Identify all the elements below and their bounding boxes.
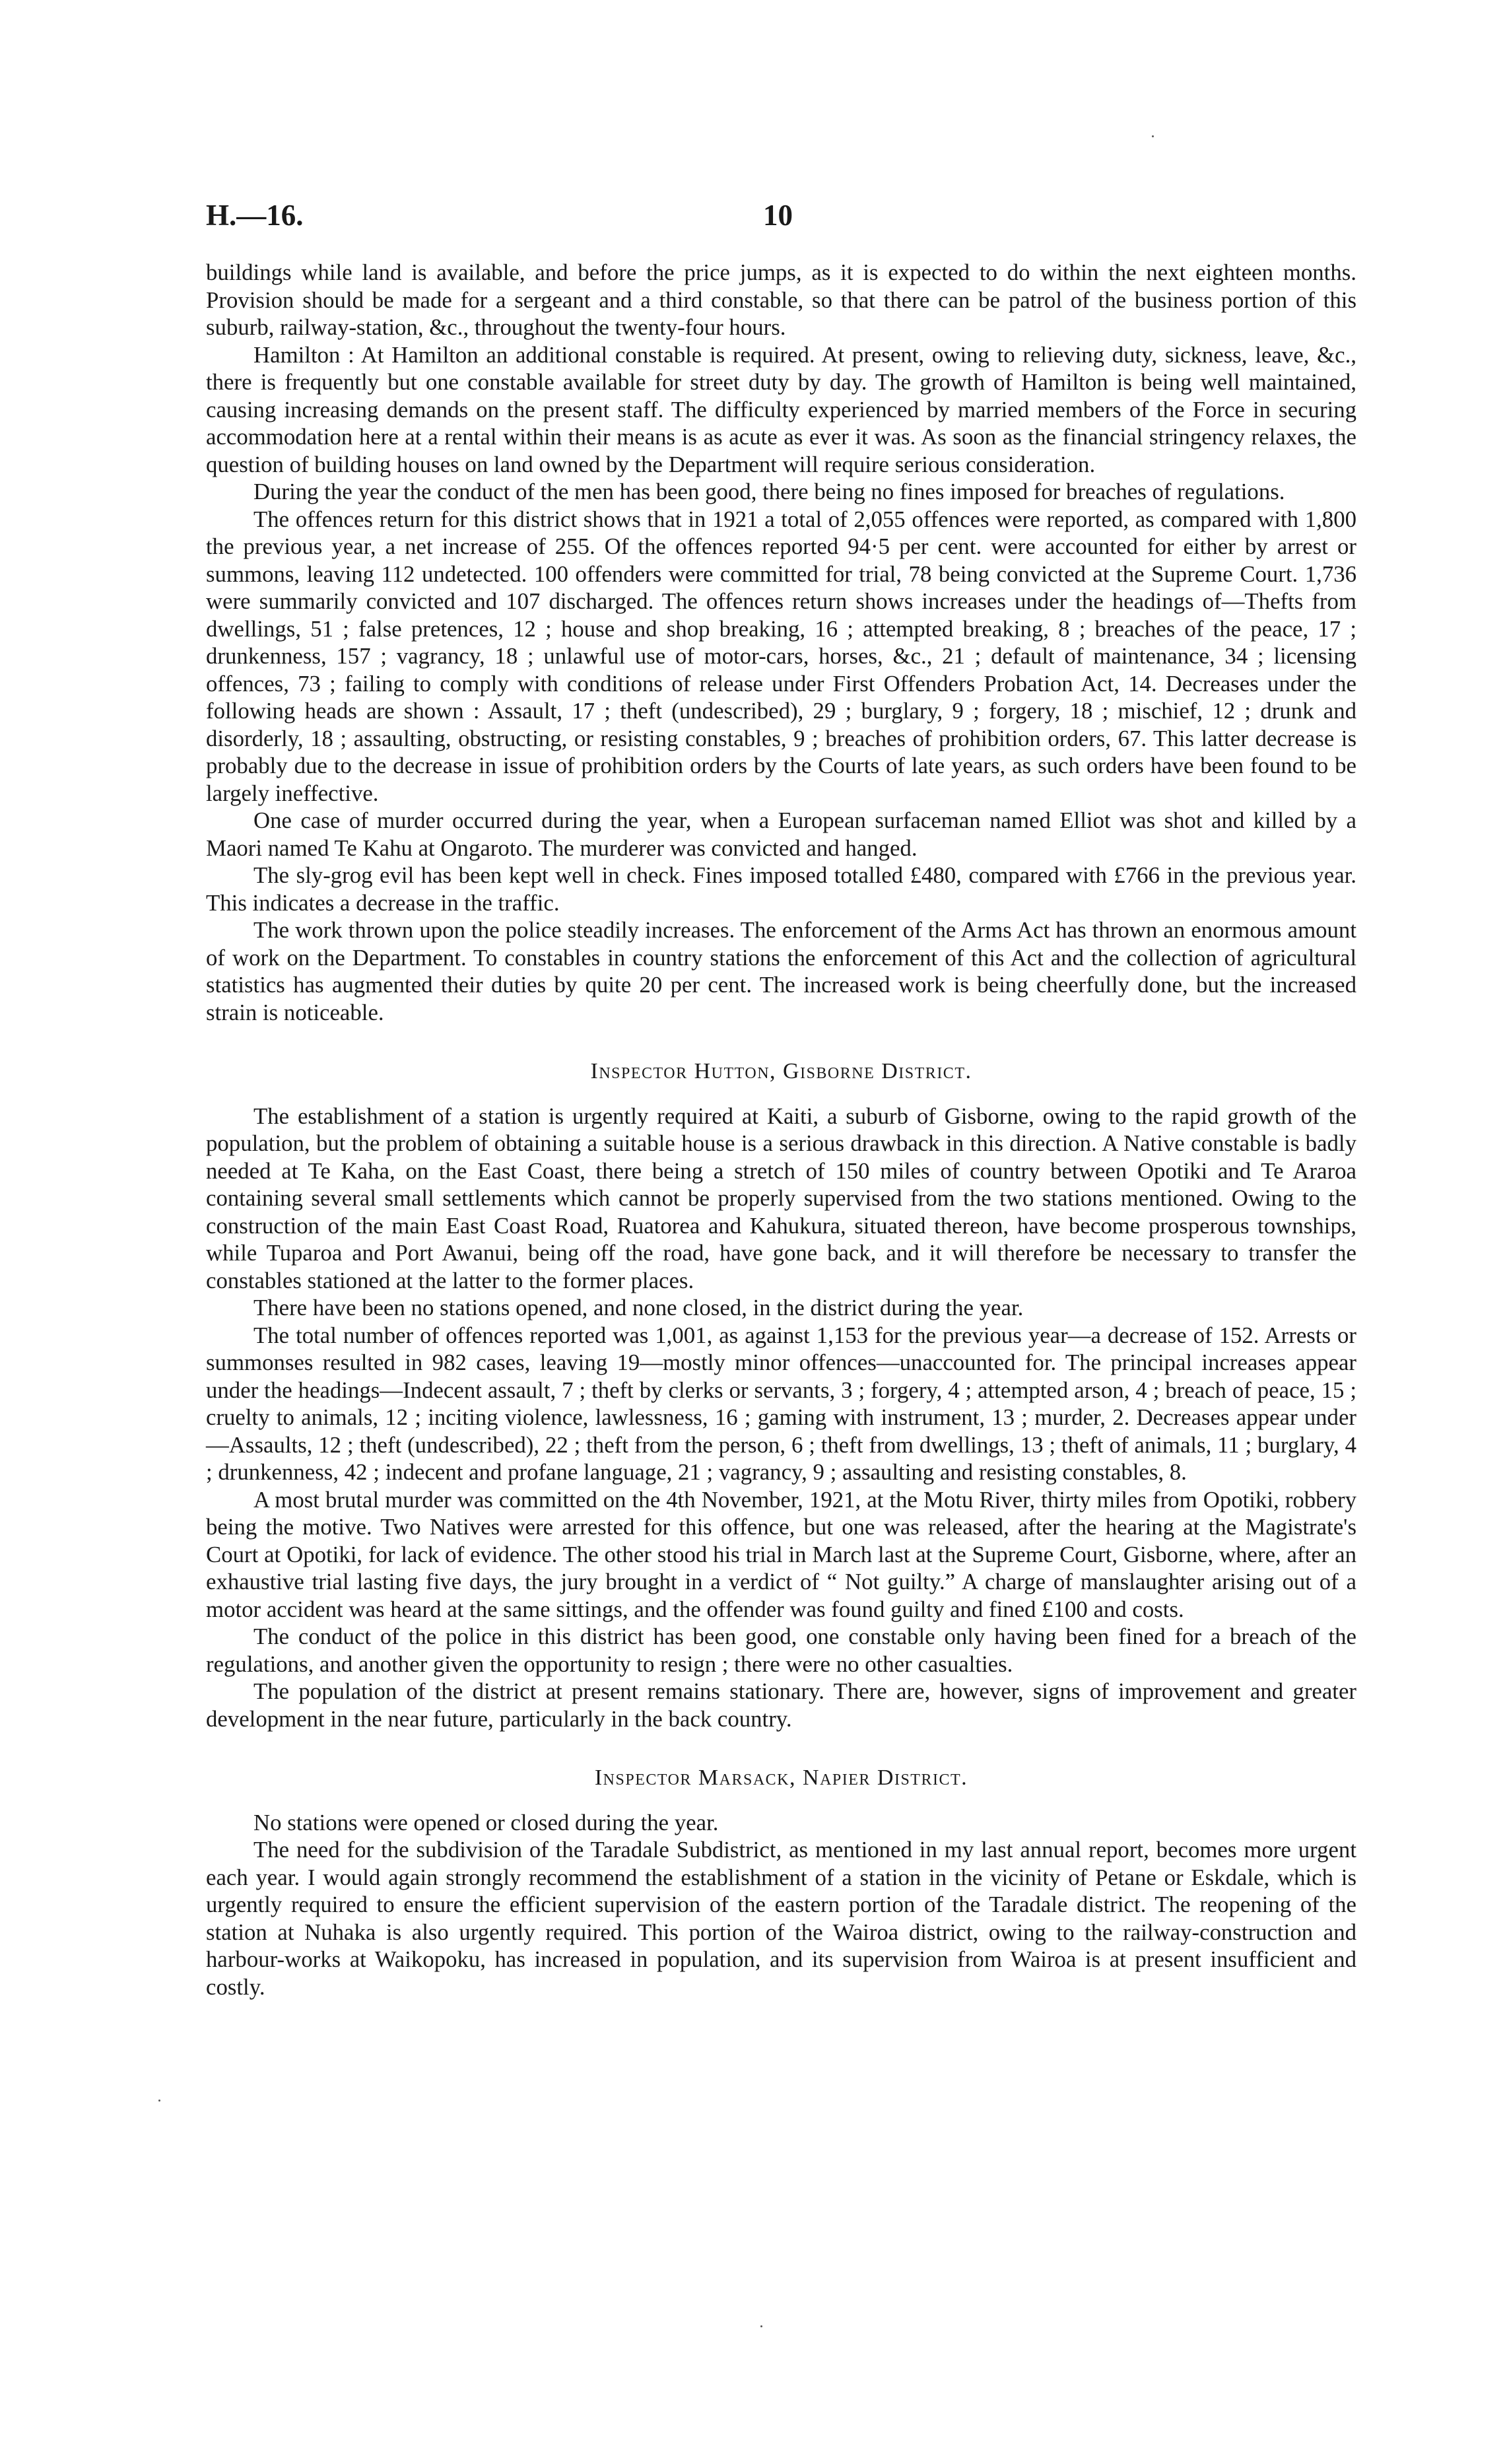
- paragraph-continued: buildings while land is available, and before the price jumps, as it is expected to do within the next eighteen months. Provision should be made for a sergeant and a third constable, so that there can be patrol of the business portion of this suburb, railway-station, &c., throughout the twenty-four hours.: [206, 259, 1356, 340]
- document-reference: H.—16.: [206, 199, 304, 232]
- paragraph: The total number of offences reported was 1,001, as against 1,153 for the previous year—a decrease of 152. Arrests or summonses resulted in 982 cases, leaving 19—mostly minor offences—unaccounted for. The principal increases appear under the headings—Indecent assault, 7 ; theft by clerks or servants, 3 ; forgery, 4 ; attempted arson, 4 ; breach of peace, 15 ; cruelty to animals, 12 ; inciting violence, lawlessness, 16 ; gaming with instrument, 13 ; murder, 2. Decreases appear under—Assaults, 12 ; theft (undescribed), 22 ; theft from the person, 6 ; theft from dwellings, 13 ; theft of animals, 11 ; burglary, 4 ; drunkenness, 42 ; indecent and profane language, 21 ; vagrancy, 9 ; assaulting and resisting constables, 8.: [206, 1322, 1356, 1485]
- paragraph-work: The work thrown upon the police steadily increases. The enforcement of the Arms Act has thrown an enormous amount of work on the Department. To constables in country stations the enforcement of this Act and the collection of agricultural statistics has augmented their duties by quite 20 per cent. The increased work is being cheerfully done, but the increased strain is noticeable.: [206, 917, 1356, 1025]
- paragraph: The population of the district at present remains stationary. There are, however, signs of improvement and greater development in the near future, particularly in the back country.: [206, 1678, 1356, 1732]
- paragraph: No stations were opened or closed during the year.: [253, 1809, 719, 1835]
- paragraph-murder: One case of murder occurred during the year, when a European surfaceman named Elliot was shot and killed by a Maori named Te Kahu at Ongaroto. The murderer was convicted and hanged.: [206, 807, 1356, 861]
- paragraph: The need for the subdivision of the Taradale Subdistrict, as mentioned in my last annual report, becomes more urgent each year. I would again strongly recommend the establishment of a station in the vicinity of Petane or Eskdale, which is urgently required to ensure the efficient supervision of the eastern portion of the Taradale district. The reopening of the station at Nuhaka is also urgently required. This portion of the Wairoa district, owing to the railway-construction and harbour-works at Waikopoku, has increased in population, and its supervision from Wairoa is at present insufficient and costly.: [206, 1837, 1356, 2000]
- paragraph: A most brutal murder was committed on the 4th November, 1921, at the Motu River, thirty miles from Opotiki, robbery being the motive. Two Natives were arrested for this offence, but one was released, after the hearing at the Magistrate's Court at Opotiki, for lack of evidence. The other stood his trial in March last at the Supreme Court, Gisborne, where, after an exhaustive trial lasting five days, the jury brought in a verdict of “ Not guilty.” A charge of manslaughter arising out of a motor accident was heard at the same sittings, and the offender was found guilty and fined £100 and costs.: [206, 1486, 1356, 1622]
- paragraph-sly-grog: The sly-grog evil has been kept well in check. Fines imposed totalled £480, compared with £766 in the previous year. This indicates a decrease in the traffic.: [206, 862, 1356, 916]
- paragraph: There have been no stations opened, and none closed, in the district during the year.: [253, 1295, 1024, 1320]
- paragraph: The establishment of a station is urgently required at Kaiti, a suburb of Gisborne, owing to the rapid growth of the population, but the problem of obtaining a suitable house is a serious drawback in this direction. A Native constable is badly needed at Te Kaha, on the East Coast, there being a stretch of 150 miles of country between Opotiki and Te Araroa containing several small settlements which cannot be properly supervised from the two stations mentioned. Owing to the construction of the main East Coast Road, Ruatorea and Kahukura, situated thereon, have become prosperous townships, while Tuparoa and Port Awanui, being off the road, have gone back, and it will therefore be necessary to transfer the constables stationed at the latter to the former places.: [206, 1103, 1356, 1293]
- section-heading-gisborne: Inspector Hutton, Gisborne District.: [590, 1059, 972, 1083]
- scan-speck: [1152, 135, 1154, 137]
- scan-speck: [760, 2325, 762, 2327]
- paragraph: The conduct of the police in this district has been good, one constable only having been fined for a breach of the regulations, and another given the opportunity to resign ; there were no other casualties.: [206, 1624, 1356, 1677]
- scan-speck: [158, 2100, 160, 2102]
- paragraph-conduct: During the year the conduct of the men has been good, there being no fines imposed for breaches of regulations.: [253, 479, 1285, 504]
- page-number: 10: [763, 199, 793, 232]
- paragraph-hamilton: Hamilton : At Hamilton an additional constable is required. At present, owing to relieving duty, sickness, leave, &c., there is frequently but one constable available for street duty by day. The growth of Hamilton is being well maintained, causing increasing demands on the present staff. The difficulty experienced by married members of the Force in securing accommodation here at a rental within their means is as acute as ever it was. As soon as the financial stringency relaxes, the question of building houses on land owned by the Department will require serious consideration.: [206, 341, 1356, 477]
- running-head: [206, 198, 1350, 244]
- paragraph-offences-return: The offences return for this district shows that in 1921 a total of 2,055 offences were reported, as compared with 1,800 the previous year, a net increase of 255. Of the offences reported 94·5 per cent. were accounted for either by arrest or summons, leaving 112 undetected. 100 offenders were committed for trial, 78 being convicted at the Supreme Court. 1,736 were summarily convicted and 107 discharged. The offences return shows increases under the headings of—Thefts from dwellings, 51 ; false pretences, 12 ; house and shop breaking, 16 ; attempted breaking, 8 ; breaches of the peace, 17 ; drunkenness, 157 ; vagrancy, 18 ; unlawful use of motor-cars, horses, &c., 21 ; default of maintenance, 34 ; licensing offences, 73 ; failing to comply with conditions of release under First Offenders Probation Act, 14. Decreases under the following heads are shown : Assault, 17 ; theft (undescribed), 29 ; burglary, 9 ; forgery, 18 ; mischief, 12 ; drunk and disorderly, 18 ; assaulting, obstructing, or resisting constables, 9 ; breaches of prohibition orders, 67. This latter decrease is probably due to the decrease in issue of prohibition orders by the Courts of late years, as such orders have been found to be largely ineffective.: [206, 506, 1356, 806]
- section-heading-napier: Inspector Marsack, Napier District.: [594, 1765, 968, 1790]
- body-text: [206, 259, 1356, 2001]
